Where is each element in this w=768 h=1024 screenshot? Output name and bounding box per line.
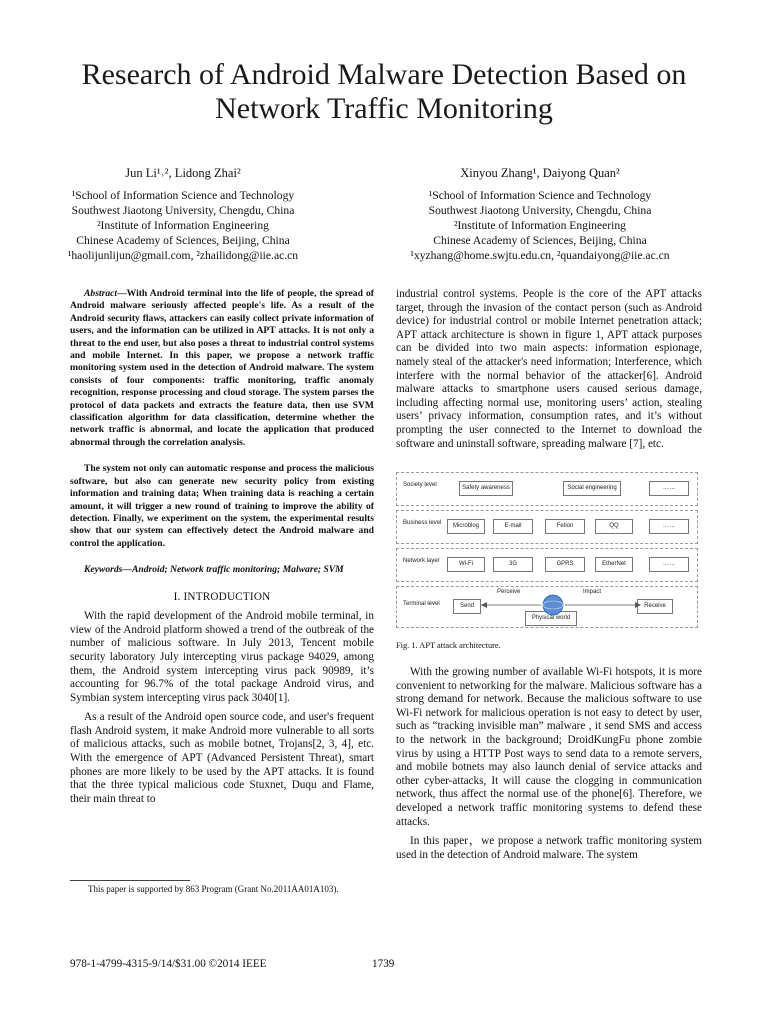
abstract-text: —With Android terminal into the life of people, the spread of Android malware seriously affected people's life. As a result of the Android security flaws, attackers can easily collect private information of users, and the information can be utilized in APT attacks. It is not only a threat to the end user, but also poses a threat to industrial control systems and mobile Internet. In this paper, we propose a network traffic monitoring system used in the detection of Android malware. The system consists of four components: traffic monitoring, traffic anomaly recognition, response processing and cloud storage. The system parses the protocol of data packets and extracts the feature data, then use SVM classification algorithm for data classification, determine whether the network traffic is abnormal, and locate the application that produced abnormal through the correlation analysis. xyxy=(70,288,374,448)
figure-row-society xyxy=(396,472,698,506)
keywords-label: Keywords xyxy=(84,564,123,576)
affiliation: Southwest Jiaotong University, Chengdu, China xyxy=(428,204,652,217)
figure-box: Physical world xyxy=(525,611,577,626)
figure-label: Impact xyxy=(583,589,602,595)
keywords xyxy=(70,564,374,576)
title-line-1: Research of Android Malware Detection Based on xyxy=(81,58,687,91)
author-names: Jun Li¹˒², Lidong Zhai² xyxy=(125,166,241,180)
figure-box: Safety awareness xyxy=(459,481,513,496)
affiliation: ¹School of Information Science and Technology xyxy=(71,189,295,202)
page-number: 1739 xyxy=(372,958,395,970)
figure-box: ... ... xyxy=(649,481,689,496)
figure-box: ... ... xyxy=(649,519,689,534)
figure-caption: Fig. 1. APT attack architecture. xyxy=(396,641,501,650)
affiliation: Chinese Academy of Sciences, Beijing, China xyxy=(433,234,647,247)
title-line-2: Network Traffic Monitoring xyxy=(215,92,553,125)
left-column xyxy=(70,288,374,812)
affiliation: Chinese Academy of Sciences, Beijing, China xyxy=(76,234,290,247)
globe-icon xyxy=(543,595,563,615)
figure-box: Fetion xyxy=(545,519,585,534)
figure-box: Wi-Fi xyxy=(447,557,485,572)
paragraph: industrial control systems. People is the core of the APT attacks target, through the invasion of the contact person (such as Android device) for industrial control or mobile Internet penetration attack; APT attack architecture is shown in figure 1, APT attack purposes can be divided into two main aspects: information espionage, namely steal of the attacker's need information; Interference, which interfere with the normal behavior of the attacker[6]. Android malware attacks to smartphone users caused serious damage, including affecting normal use, monitoring users’ action, stealing users’ privacy information, consumption rates, and it’s without prompting the user connected to the Internet to download the software and uninstall software, spreading malware [7], etc. xyxy=(396,288,702,450)
paragraph: In this paper，we propose a network traffic monitoring system used in the detection of Android malware. The system xyxy=(396,835,702,861)
author-emails: ¹haolijunlijun@gmail.com, ²zhailidong@iie.ac.cn xyxy=(67,249,299,262)
affiliation: ¹School of Information Science and Technology xyxy=(428,189,652,202)
figure-row-terminal xyxy=(396,586,698,628)
footer-isbn: 978-1-4799-4315-9/14/$31.00 ©2014 IEEE xyxy=(70,958,267,970)
figure-box: QQ xyxy=(595,519,633,534)
author-block-right xyxy=(390,166,690,263)
row-label: Business level xyxy=(403,520,442,526)
footnote-rule xyxy=(70,880,190,881)
section-heading: I. INTRODUCTION xyxy=(173,590,271,603)
paragraph: As a result of the Android open source code, and user's frequent flash Android system, it make Android more vulnerable to all sorts of malicious attacks, such as mobile botnet, Trojans[2, 3, 4], etc. With the emergence of APT (Advanced Persistent Threat), smart phones are more likely to be used by the APT attacks. It is found that the three typical malicious code Stuxnet, Duqu and Flame, their main threat to xyxy=(70,711,374,805)
figure-label: Perceive xyxy=(497,589,521,595)
figure-box: Microblog xyxy=(447,519,485,534)
figure-row-business xyxy=(396,510,698,544)
right-column-lower xyxy=(396,666,702,868)
figure-box: 3G xyxy=(493,557,533,572)
paragraph: With the rapid development of the Android mobile terminal, in view of the Android platform showed a trend of the outbreak of the number of malicious software. In July 2013, Tencent mobile security laboratory July intercepting virus package 94029, among them, the Android system intercepting virus pack 90989, it’s accounting for 96.7% of the total package Android virus, and Symbian system intercepting virus pack 3040[1]. xyxy=(70,610,374,704)
abstract xyxy=(70,288,374,449)
author-names: Xinyou Zhang¹, Daiyong Quan² xyxy=(460,166,620,180)
affiliation: ²Institute of Information Engineering xyxy=(454,219,626,232)
figure-box: Send xyxy=(453,599,481,614)
affiliation: Southwest Jiaotong University, Chengdu, China xyxy=(71,204,295,217)
apt-architecture-figure xyxy=(396,468,702,632)
author-block-left xyxy=(33,166,333,263)
abstract-label: Abstract xyxy=(84,288,118,299)
figure-box: EtherNet xyxy=(595,557,633,572)
author-emails: ¹xyzhang@home.swjtu.edu.cn, ²quandaiyong@iie.ac.cn xyxy=(410,249,670,262)
figure-row-network xyxy=(396,548,698,582)
figure-box: ... ... xyxy=(649,557,689,572)
row-label: Network layer xyxy=(403,558,440,564)
affiliation: ²Institute of Information Engineering xyxy=(97,219,269,232)
abstract-paragraph-2: The system not only can automatic response and process the malicious software, but also can generate new security policy from existing information and training data; When training data is reaching a certain amount, it will trigger a new round of training to improve the ability of detection. Finally, we experiment on the system, the experimental results show that our system can effectively detect the Android malware and control the application. xyxy=(70,463,374,549)
footnote: This paper is supported by 863 Program (Grant No.2011AA01A103). xyxy=(88,884,339,894)
paper-title xyxy=(40,58,728,126)
right-column xyxy=(396,288,702,457)
figure-box: GPRS xyxy=(545,557,585,572)
figure-box: Social engineering xyxy=(563,481,621,496)
row-label: Society level xyxy=(403,482,437,488)
figure-arrows xyxy=(481,591,641,619)
figure-box: E-mail xyxy=(493,519,533,534)
keywords-text: —Android; Network traffic monitoring; Malware; SVM xyxy=(122,564,344,576)
row-label: Terminal level xyxy=(403,601,440,607)
figure-box: Receive xyxy=(637,599,673,614)
paragraph: With the growing number of available Wi-Fi hotspots, it is more convenient to networking for the malware. Malicious software has a strong demand for network. Because the malicious software to use Wi-Fi network for malicious operation is not easy to detect by user, such as “tracking invisible man” malware , it send SMS and access to the network in the background; DroidKungFu phone zombie virus by using a HTTP Post ways to send data to a remote servers, and mobile botnets may also launch denial of service attacks and other cyber-attacks, It will cause the clogging in communication network, thus affect the normal use of the phone[6]. Therefore, we developed a network traffic monitoring systems to defend these attacks. xyxy=(396,666,702,828)
